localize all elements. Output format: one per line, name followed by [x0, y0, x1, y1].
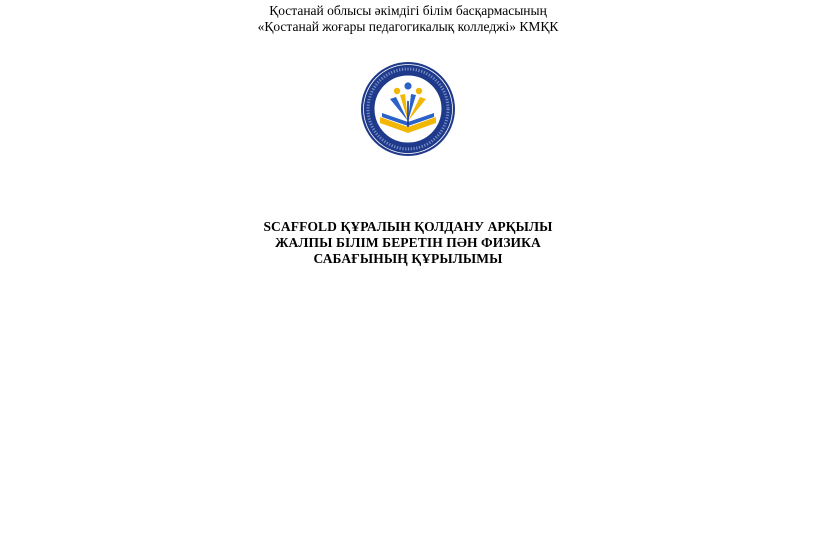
title-line-2: ЖАЛПЫ БІЛІМ БЕРЕТІН ПӘН ФИЗИКА: [275, 235, 541, 250]
title-line-1: SCAFFOLD ҚҰРАЛЫН ҚОЛДАНУ АРҚЫЛЫ: [263, 219, 553, 234]
institution-header: [0, 3, 816, 35]
header-line-1: Қостанай облысы әкімдігі білім басқармасының: [269, 3, 547, 18]
document-title: [0, 219, 816, 267]
header-line-2: «Қостанай жоғары педагогикалық колледжі» КМҚК: [257, 19, 559, 34]
college-emblem-icon: [360, 61, 456, 157]
title-line-3: САБАҒЫНЫҢ ҚҰРЫЛЫМЫ: [313, 251, 503, 266]
